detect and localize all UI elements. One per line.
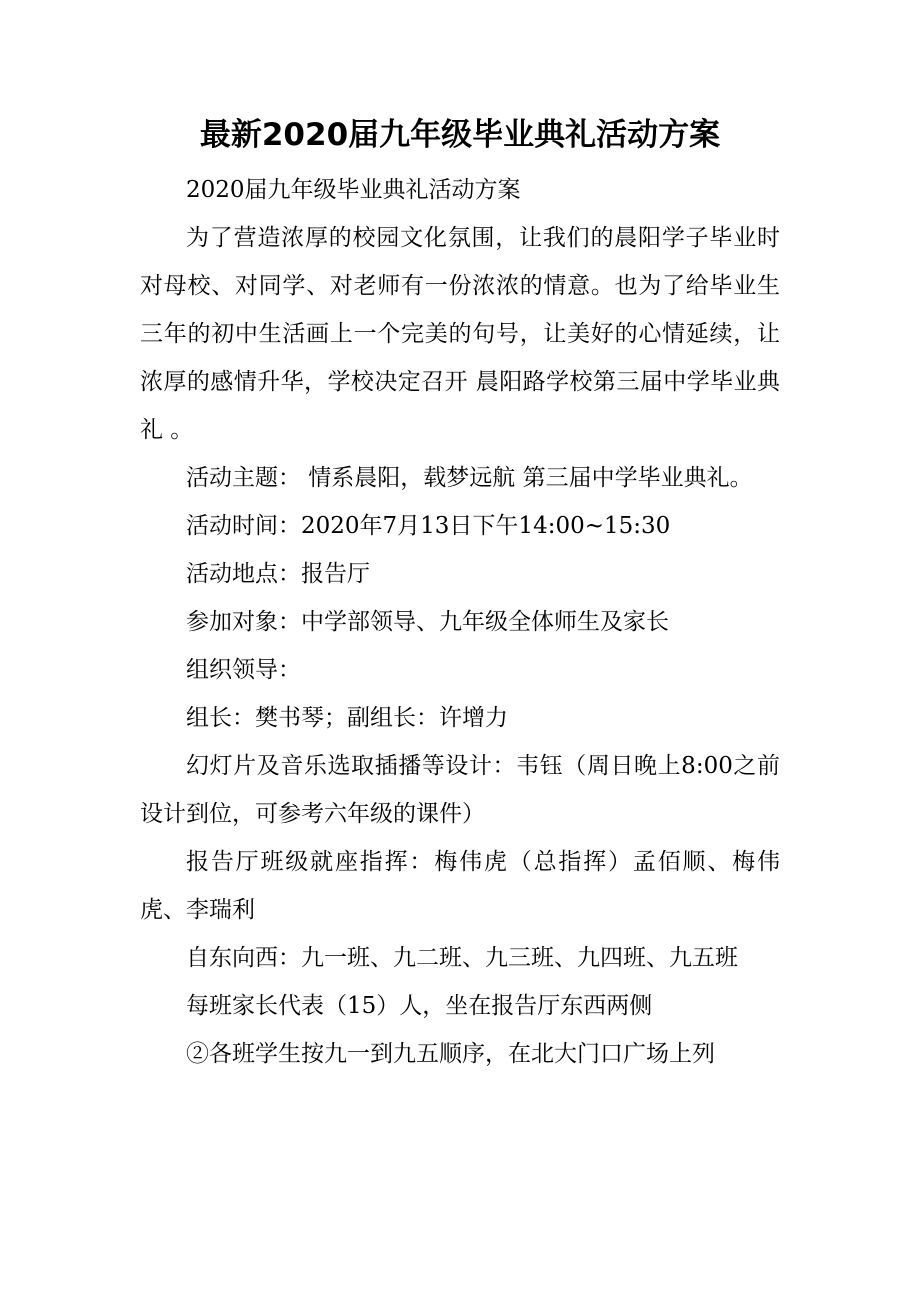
document-subtitle: 2020届九年级毕业典礼活动方案 <box>186 177 521 203</box>
paragraph-lineup: ②各班学生按九一到九五顺序，在北大门口广场上列 <box>186 1041 715 1067</box>
document-title: 最新2020届九年级毕业典礼活动方案 <box>199 117 721 153</box>
paragraph-slides-design: 幻灯片及音乐选取插播等设计：韦钰（周日晚上8:00之前设计到位，可参考六年级的课件） <box>140 753 780 827</box>
paragraph-seating-command: 报告厅班级就座指挥：梅伟虎（总指挥）孟佰顺、梅伟虎、李瑞利 <box>140 849 780 923</box>
paragraph-intro: 为了营造浓厚的校园文化氛围，让我们的晨阳学子毕业时对母校、对同学、对老师有一份浓浓的情意。也为了给毕业生三年的初中生活画上一个完美的句号，让美好的心情延续，让浓厚的感情升华，学校决定召开 晨阳路学校第三届中学毕业典礼 。 <box>140 225 780 443</box>
paragraph-participants: 参加对象：中学部领导、九年级全体师生及家长 <box>186 609 669 635</box>
paragraph-leaders: 组长：樊书琴；副组长：许增力 <box>186 705 508 731</box>
paragraph-theme: 活动主题： 情系晨阳，载梦远航 第三届中学毕业典礼。 <box>186 465 753 491</box>
paragraph-seating-order: 自东向西：九一班、九二班、九三班、九四班、九五班 <box>186 945 738 971</box>
paragraph-organization: 组织领导： <box>186 657 301 683</box>
paragraph-location: 活动地点：报告厅 <box>186 561 370 587</box>
paragraph-parents: 每班家长代表（15）人，坐在报告厅东西两侧 <box>186 993 653 1019</box>
paragraph-time: 活动时间：2020年7月13日下午14:00~15:30 <box>186 513 671 539</box>
